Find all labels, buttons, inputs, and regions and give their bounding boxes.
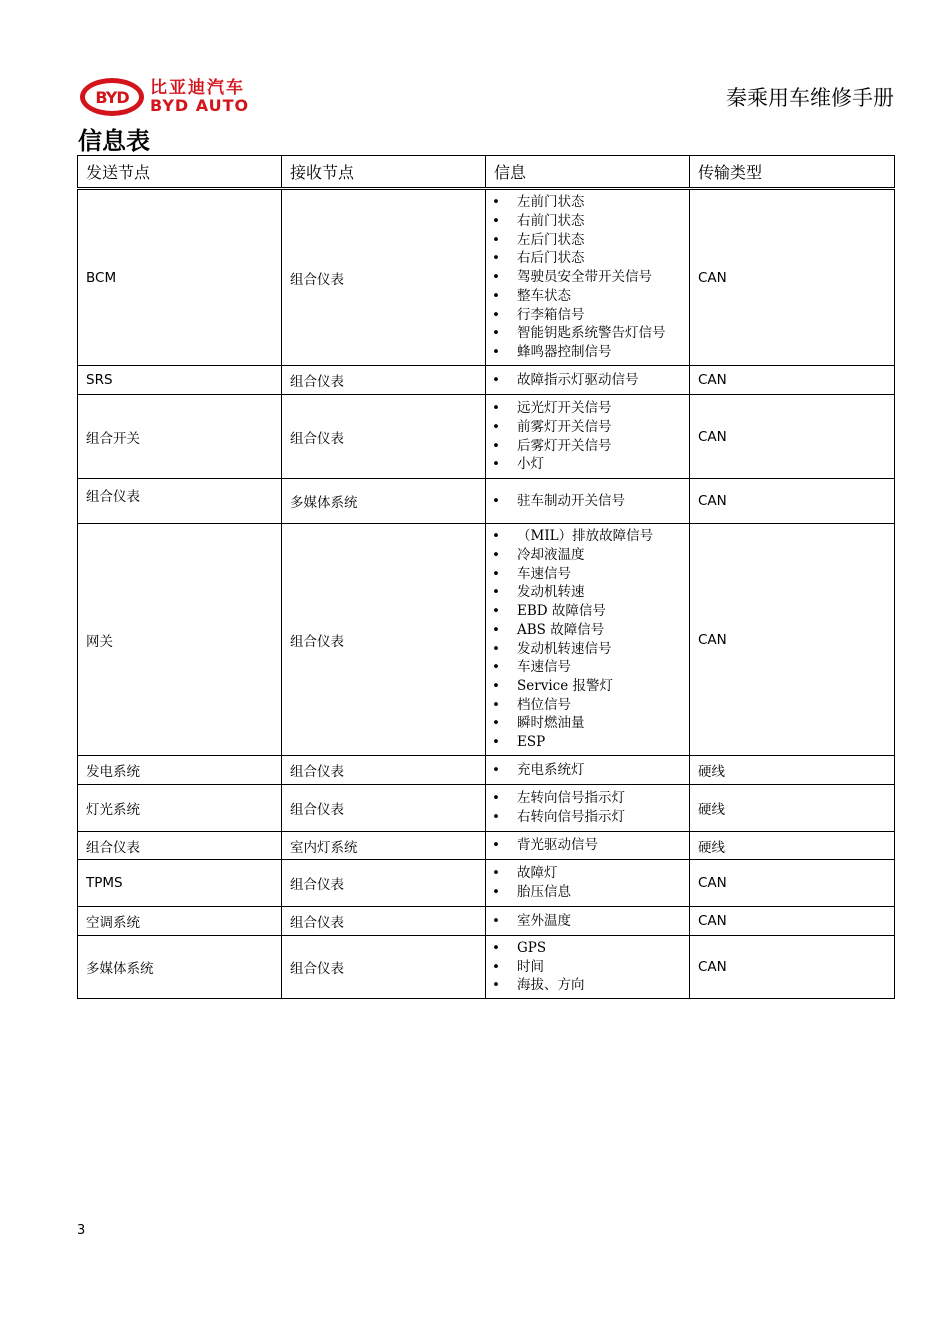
information-cell [486,832,690,860]
table-row [78,907,895,936]
sender-node-cell: 网关 [78,524,282,756]
message-list-item: • GPS [490,939,681,958]
message-list-item: • （MIL）排放故障信号 [490,527,681,546]
message-list [490,787,681,828]
table-row [78,832,895,860]
table-row [78,189,895,366]
message-list-item: • 小灯 [490,455,681,474]
page-header [78,72,894,122]
message-list-item: • ABS 故障信号 [490,621,681,640]
message-list-item: • 左转向信号指示灯 [490,789,681,808]
logo-chinese-name: 比亚迪汽车 [150,77,245,98]
message-list-item: • 档位信号 [490,696,681,715]
message-list [490,759,681,782]
transmission-type-cell: 硬线 [690,785,895,832]
message-list-item: • 海拔、方向 [490,976,681,995]
message-list-item: • 故障灯 [490,864,681,883]
message-list-item: • 驻车制动开关信号 [490,492,681,511]
message-list [490,369,681,392]
receiver-node-cell: 组合仪表 [282,366,486,395]
transmission-type-cell: 硬线 [690,832,895,860]
message-list-item: • 充电系统灯 [490,761,681,780]
information-table [77,155,895,999]
transmission-type-cell: CAN [690,936,895,999]
sender-node-cell: 灯光系统 [78,785,282,832]
sender-node-cell: 组合仪表 [78,832,282,860]
transmission-type-cell: CAN [690,860,895,907]
message-list-item: • 发动机转速 [490,583,681,602]
sender-node-cell: SRS [78,366,282,395]
message-list [490,937,681,997]
message-list-item: • 智能钥匙系统警告灯信号 [490,324,681,343]
sender-node-cell: 组合仪表 [78,479,282,524]
message-list-item: • 背光驱动信号 [490,836,681,855]
sender-node-cell: TPMS [78,860,282,907]
message-list-item: • 故障指示灯驱动信号 [490,371,681,390]
information-cell [486,524,690,756]
message-list [490,910,681,933]
message-list-item: • 后雾灯开关信号 [490,437,681,456]
transmission-type-cell: CAN [690,366,895,395]
page-number: 3 [77,1223,86,1238]
message-list-item: • 右前门状态 [490,212,681,231]
message-list-item: • 时间 [490,958,681,977]
table-row [78,860,895,907]
logo-wordmark [150,77,250,115]
table-row [78,785,895,832]
table-body [78,189,895,999]
receiver-node-cell: 组合仪表 [282,756,486,785]
transmission-type-cell: CAN [690,524,895,756]
message-list-item: • 车速信号 [490,565,681,584]
message-list-item: • 冷却液温度 [490,546,681,565]
message-list-item: • 前雾灯开关信号 [490,418,681,437]
table-row [78,524,895,756]
message-list-item: • 蜂鸣器控制信号 [490,343,681,362]
information-cell [486,395,690,479]
sender-node-cell: 空调系统 [78,907,282,936]
receiver-node-cell: 组合仪表 [282,785,486,832]
byd-logo-mark [80,78,144,116]
sender-node-cell: BCM [78,189,282,366]
message-list-item: • EBD 故障信号 [490,602,681,621]
byd-logo [80,78,249,116]
message-list [490,834,681,857]
receiver-node-cell: 室内灯系统 [282,832,486,860]
information-cell [486,860,690,907]
message-list-item: • 行李箱信号 [490,306,681,325]
message-list-item: • 发动机转速信号 [490,640,681,659]
message-list [490,490,681,513]
receiver-node-cell: 组合仪表 [282,189,486,366]
information-cell [486,366,690,395]
receiver-node-cell: 组合仪表 [282,936,486,999]
message-list-item: • 室外温度 [490,912,681,931]
message-list-item: • 驾驶员安全带开关信号 [490,268,681,287]
receiver-node-cell: 组合仪表 [282,524,486,756]
header-transmission-type: 传输类型 [690,156,895,189]
message-list-item: • 车速信号 [490,658,681,677]
information-cell [486,936,690,999]
transmission-type-cell: CAN [690,479,895,524]
transmission-type-cell: 硬线 [690,756,895,785]
table-row [78,936,895,999]
information-cell [486,479,690,524]
logo-mark-text: BYD [95,87,129,107]
transmission-type-cell: CAN [690,189,895,366]
table-header-row [78,156,895,189]
message-list-item: • 左后门状态 [490,231,681,250]
message-list [490,525,681,753]
sender-node-cell: 组合开关 [78,395,282,479]
table-row [78,756,895,785]
table-row [78,395,895,479]
receiver-node-cell: 组合仪表 [282,907,486,936]
information-cell [486,189,690,366]
logo-english-name: BYD AUTO [150,95,250,115]
message-list-item: • ESP [490,733,681,752]
message-list [490,397,681,476]
message-list-item: • 右后门状态 [490,249,681,268]
header-sender-node: 发送节点 [78,156,282,189]
table-row [78,366,895,395]
sender-node-cell: 多媒体系统 [78,936,282,999]
header-receiver-node: 接收节点 [282,156,486,189]
receiver-node-cell: 多媒体系统 [282,479,486,524]
message-list-item: • 整车状态 [490,287,681,306]
transmission-type-cell: CAN [690,907,895,936]
message-list-item: • 左前门状态 [490,193,681,212]
header-information: 信息 [486,156,690,189]
information-cell [486,756,690,785]
section-title: 信息表 [78,127,150,155]
table-row [78,479,895,524]
transmission-type-cell: CAN [690,395,895,479]
message-list-item: • 瞬时燃油量 [490,714,681,733]
sender-node-cell: 发电系统 [78,756,282,785]
message-list-item: • Service 报警灯 [490,677,681,696]
message-list-item: • 胎压信息 [490,883,681,902]
message-list-item: • 右转向信号指示灯 [490,808,681,827]
receiver-node-cell: 组合仪表 [282,860,486,907]
information-cell [486,785,690,832]
message-list [490,191,681,363]
manual-title: 秦乘用车维修手册 [726,86,894,110]
information-cell [486,907,690,936]
message-list [490,862,681,903]
receiver-node-cell: 组合仪表 [282,395,486,479]
message-list-item: • 远光灯开关信号 [490,399,681,418]
